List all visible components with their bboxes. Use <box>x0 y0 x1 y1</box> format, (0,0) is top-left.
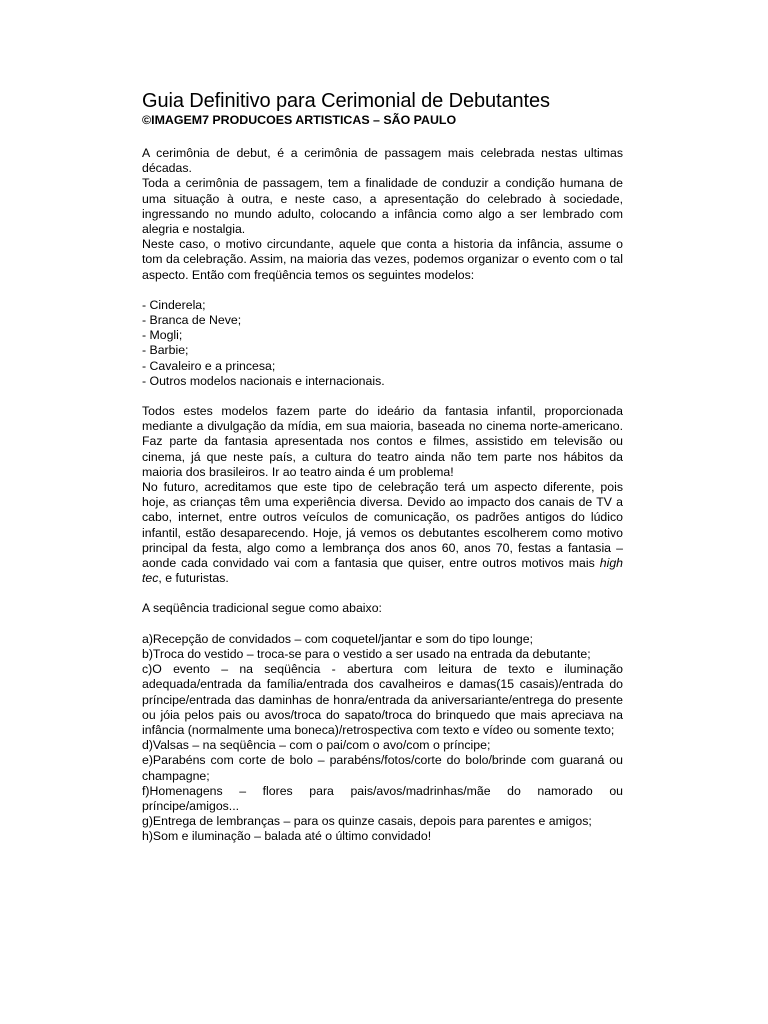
list-item: - Outros modelos nacionais e internacionais. <box>142 373 385 388</box>
sequence-step: c)O evento – na seqüência - abertura com leitura de texto e iluminação adequada/entrada da família/entrada dos cavalheiros e damas(15 casais)/entrada do príncipe/entrada das daminhas de honra/entrada da aniversariante/entrega do presente ou jóia pelos pais ou avos/troca do sapato/troca do brinquedo que mais apreciava na infância (normalmente uma boneca)/retrospectiva com texto e vídeo ou somente texto; <box>142 662 623 737</box>
document-title: Guia Definitivo para Cerimonial de Debutantes <box>142 90 550 112</box>
intro-paragraph-1: A cerimônia de debut, é a cerimônia de passagem mais celebrada nestas ultimas décadas. <box>142 146 623 176</box>
spacer <box>142 617 623 632</box>
sequence-step: a)Recepção de convidados – com coquetel/jantar e som do tipo lounge; <box>142 631 534 646</box>
list-item: - Branca de Neve; <box>142 313 242 328</box>
models-list <box>142 298 623 389</box>
sequence-step: f)Homenagens – flores para pais/avos/madrinhas/mãe do namorado ou príncipe/amigos... <box>142 783 623 813</box>
body-paragraph-1: Todos estes modelos fazem parte do ideário da fantasia infantil, proporcionada mediante a divulgação da mídia, em sua maioria, baseada no cinema norte-americano. Faz parte da fantasia apresentada nos contos e filmes, assistido em televisão ou cinema, já que neste país, a cultura do teatro ainda não tem parte nos hábitos da maioria dos brasileiros. Ir ao teatro ainda é um problema! <box>142 404 623 479</box>
intro-paragraph-2: Toda a cerimônia de passagem, tem a finalidade de conduzir a condição humana de uma situação à outra, e neste caso, a apresentação do celebrado à sociedade, ingressando no mundo adulto, colocando a infância como algo a ser lembrado com alegria e nostalgia. <box>142 176 623 237</box>
body-paragraph-2-text: No futuro, acreditamos que este tipo de celebração terá um aspecto diferente, pois hoje, as crianças têm uma experiência diversa. Devido ao impacto dos canais de TV a cabo, internet, entre outros veículos de comunicação, os padrões antigos do lúdico infantil, estão desaparecendo. Hoje, já vemos os debutantes escolherem como motivo principal da festa, algo como a lembrança dos anos 60, anos 70, festas a fantasia – aonde cada convidado vai com a fantasia que quiser, entre outros motivos mais <box>142 480 623 571</box>
intro-paragraph-3: Neste caso, o motivo circundante, aquele que conta a historia da infância, assume o tom da celebração. Assim, na maioria das vezes, podemos organizar o evento com o tal aspecto. Então com freqüência temos os seguintes modelos: <box>142 237 623 282</box>
sequence-step: e)Parabéns com corte de bolo – parabéns/fotos/corte do bolo/brinde com guaraná ou champagne; <box>142 753 623 783</box>
list-item: - Cinderela; <box>142 297 206 312</box>
spacer <box>142 283 623 298</box>
sequence-intro: A seqüência tradicional segue como abaixo: <box>142 601 382 616</box>
body-paragraph-2-end: , e futuristas. <box>158 571 229 586</box>
body-paragraph-2 <box>142 480 623 586</box>
sequence-step: h)Som e iluminação – balada até o último convidado! <box>142 829 432 844</box>
list-item: - Cavaleiro e a princesa; <box>142 358 276 373</box>
list-item: - Barbie; <box>142 343 189 358</box>
sequence-step: b)Troca do vestido – troca-se para o vestido a ser usado na entrada da debutante; <box>142 646 591 661</box>
spacer <box>142 389 623 404</box>
body-paragraph-2-italic: high tec <box>142 556 623 586</box>
sequence-step: d)Valsas – na seqüência – com o pai/com o avo/com o príncipe; <box>142 738 491 753</box>
document-page <box>142 90 623 845</box>
spacer <box>142 586 623 601</box>
sequence-list <box>142 632 623 845</box>
list-item: - Mogli; <box>142 328 183 343</box>
document-subtitle: ©IMAGEM7 PRODUCOES ARTISTICAS – SÃO PAULO <box>142 113 457 127</box>
sequence-step: g)Entrega de lembranças – para os quinze casais, depois para parentes e amigos; <box>142 814 592 829</box>
